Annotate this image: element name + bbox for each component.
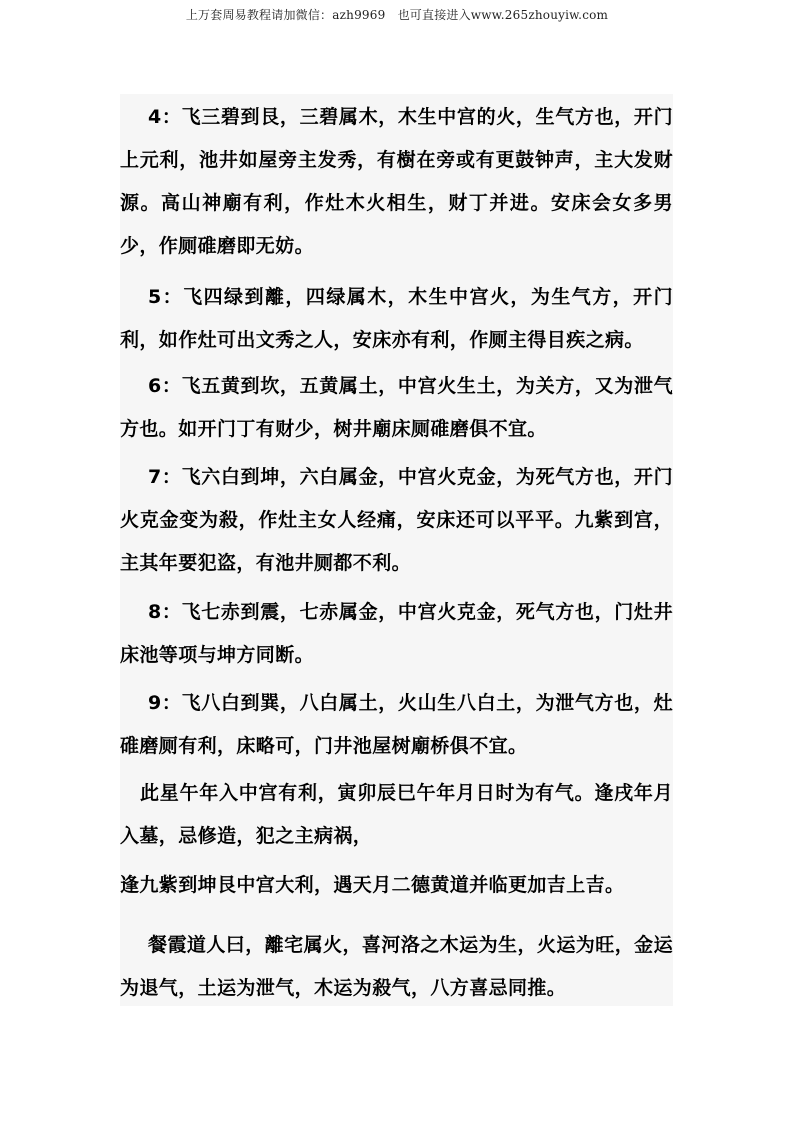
paragraph-canxia-quote: 餐霞道人曰，離宅属火，喜河洛之木运为生，火运为旺，金运为退气，土运为泄气，木运为殺气，八方喜忌同推。	[120, 934, 673, 999]
paragraph-star-note: 此星午年入中宫有利，寅卯辰巳午年月日时为有气。逢戌年月入墓，忌修造，犯之主病祸，	[120, 782, 673, 847]
page-header-watermark: 上万套周易教程请加微信：azh9969 也可直接进入www.265zhouyiw.com	[185, 8, 609, 22]
paragraph-9: 9：飞八白到巽，八白属土，火山生八白土，为泄气方也，灶碓磨厕有利，床略可，门井池屋树廟桥俱不宜。	[120, 692, 673, 757]
paragraph-4: 4：飞三碧到艮，三碧属木，木生中宫的火，生气方也，开门上元利，池井如屋旁主发秀，有樹在旁或有更鼓钟声，主大发财源。高山神廟有利，作灶木火相生，财丁并进。安床会女多男少，作厕碓磨即无妨。	[120, 106, 673, 257]
paragraph-6: 6：飞五黄到坎，五黄属土，中宫火生土，为关方，又为泄气方也。如开门丁有财少，树井廟床厕碓磨俱不宜。	[120, 375, 673, 440]
document-body	[120, 94, 673, 1006]
paragraph-8: 8：飞七赤到震，七赤属金，中宫火克金，死气方也，门灶井床池等项与坤方同断。	[120, 601, 673, 666]
paragraph-7: 7：飞六白到坤，六白属金，中宫火克金，为死气方也，开门火克金变为殺，作灶主女人经痛，安床还可以平平。九紫到宫，主其年要犯盗，有池井厕都不利。	[120, 466, 673, 574]
paragraph-nine-purple: 逢九紫到坤艮中宫大利，遇天月二德黄道并临更加吉上吉。	[120, 874, 625, 896]
paragraph-5: 5：飞四绿到離，四绿属木，木生中宫火，为生气方，开门利，如作灶可出文秀之人，安床亦有利，作厕主得目疾之病。	[120, 286, 673, 351]
